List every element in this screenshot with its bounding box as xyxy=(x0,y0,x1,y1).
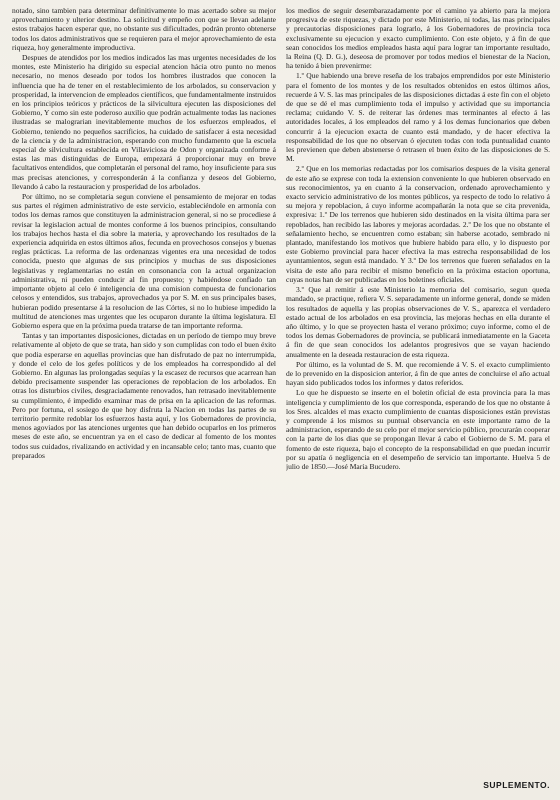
paragraph: Tantas y tan importantes disposiciones, dictadas en un período de tiempo muy breve relativamente al objeto de que se trata, han sido y son cumplidas con todo el buen éxito que podia esperarse en aquellas provincias que han disfrutado de paz no interrumpida, y donde el celo de los gefes políticos y de los empleados ha correspondido al del Gobierno. En algunas las prolongadas sequías y la escasez de recursos que acarrean han debido precisamente suspender las operaciones de repoblacion de los arbolados. En otras los disturbios civiles, desgraciadamente renovados, han retrasado inevitablemente su cumplimiento, é impedido examinar mas de prisa en la aplicacion de las reformas. Pero por fortuna, el sosiego de que hoy disfruta la Nacion en todas las partes de su territorio permite redoblar los esfuerzos hasta aquí, y los Gobernadores de provincia, menos agoviados por las atenciones urgentes que han debido ocuparlos en los primeros meses de este año, se encuentran ya en el caso de dedicar al fomento de los montes todos sus cuidados, rivalizando en actividad y en incansable celo; tanto mas, cuanto que preparados xyxy=(12,331,276,460)
page-footer xyxy=(12,776,550,794)
paragraph: Despues de atendidos por los medios indicados las mas urgentes necesidades de los montes, este Ministerio ha dirigido su especial atencion hácia otro punto no menos necesario, no menos deseado por todos los hombres ilustrados que conocen la influencia que ha de tener en el restablecimiento de los arbolados, su conservacion y prosperidad, la intervencion de empleados científicos, que fundamentalmente instruidos en los principios teóricos y prácticos de la silvicultura ejecuten las disposiciones del Gobierno, Y como sin este poderoso auxilio que podrán actualmente todas las naciones ilustradas se malograrian inevitablemente muchos de los esfuerzos empleados, el Gobierno, teniendo no pequeños sacrificios, ha cuidado de satisfacer á esta necesidad de la ciencia y de la administracion, esperando con mucho fundamento que la escuela especial de silvicultura establecida en Villaviciosa de Odon y organizada conforme á estas las mas distinguidas de Europa, empezará á proporcionar muy en breve facultativos entendidos, que completarán el personal del ramo, hoy insuficiente para sus mas precisas atenciones, y corresponderán á la confianza y deseos del Gobierno, llevando á cabo la restauracion y prosperidad de los arbolados. xyxy=(12,53,276,191)
paragraph: 1.º Que habiendo una breve reseña de los trabajos emprendidos por este Ministerio para el fomento de los montes y de los resultados obtenidos en estos últimos años, recuerde á V. S. las mas principales de las disposiciones dictadas á este fin con el objeto de que se dé el mas cumplimiento toda el impulso y actividad que su importancia reclama; cuidando V. S. de reiterar las órdenes mas terminantes al efecto á las autoridades locales, á los empleados del ramo y á los demas funcionarios que deben concurrir á la ejecucion exacta de cuanto está mandado, y de hacer efectiva la responsabilidad de los que no observan ó ejecuten todas con toda puntualidad cuanto les previenen que deben abstenerse ó retrasen el buen éxito de las disposiciones de S. M. xyxy=(286,71,550,164)
right-column xyxy=(286,6,550,776)
text-columns xyxy=(12,6,550,776)
left-column xyxy=(12,6,276,776)
paragraph: Por último, no se completaria segun conviene el pensamiento de mejorar en todas sus partes el régimen administrativo de este servicio, estableciéndole en armonía con todos los demas ramos que constituyen la administracion general, si no se procediese á revisar la legislacion actual de montes conforme á los buenos principios, consultando los trabajos hechos hasta el dia sobre la materia, y aprovechando los resultados de la experiencia adquirida en estos últimos años, fecunda en provechosos consejos y buenas reglas prácticas. La reforma de las ordenanzas vigentes era una necesidad de todos conocida, puesto que algunas de sus principios y muchas de sus disposiciones legislativas y reglamentarias no están en consonancia con la actual organizacion administrativa, ni pueden conducir al fin propuesto; y habiéndose confiado tan importante objeto al celo é inteligencia de una comision compuesta de funcionarios celosos y entendidos, sus trabajos, aprovechados ya por S. M. en sus principales bases, hubieran podido presentarse á la resolucion de las Córtes, si no lo hubiese impedido la multitud de atenciones mas urgentes que les ocuparon durante la última legislatura. El Gobierno espera que en la próxima pueda tratarse de tan importante reforma. xyxy=(12,192,276,330)
supplement-label: SUPLEMENTO. xyxy=(483,780,550,790)
paragraph: los medios de seguir desembarazadamente por el camino ya abierto para la mejora progresiva de este riquezas, y dictado por este Ministerio, ni todas, las mas principales y precautorias disposiciones para lograrlo, á los Gobernadores de provincia toca exclusivamente su ejecucion y exacto cumplimiento. Con este objeto, y á fin de que sean conocidos los medios empleados hasta aquí para lograr tan importante resultado, la Reina (Q. D. G.), deseosa de promover por todos medios el bienestar de la Nacion, ha tenido á bien prevenirme: xyxy=(286,6,550,71)
paragraph: 3.º Que al remitir á este Ministerio la memoria del comisario, segun queda mandado, se practique, refiera V. S. separadamente un informe general, donde se miden los resultados de aquella y las propias observaciones de V. S., aparezca el verdadero estado actual de los arbolados en esa provincia, las mejoras hechas en ella durante el año último, y lo que se proyecten hasta el verano próximo; cuyo informe, como el de todos los demas Gobernadores de provincia, se publicará inmediatamente en la Gaceta á fin de que sean conocidos los adelantos progresivos que se vayan haciendo anualmente en la deseada restauracion de esta riqueza. xyxy=(286,285,550,359)
paragraph: 2.º Que en los memorias redactadas por los comisarios despues de la visita general de este año se exprese con toda la extension conveniente lo que hubieren observado en sus reconocimientos, ya en cuanto á la conservacion, ordenado aprovechamiento y exacto servicio administrativo de los montes públicos, ya respecto de todo lo relativo á su mejora y repoblacion, á cuyo informe acompañarán la nota que se cita prevenida, expresiva: 1.º De los terrenos que hubieren sido destinados en la visita última para ser repoblados, han recibido las labores y mejoras acordadas. 2.º De los que no obstante el señalamiento hecho, se encuentren como estaban; sin haberse acotado, sembrado ni plantado, manifestando los motivos que hubiere habido para ello, y lo dispuesto por este Gobierno provincial para hacer efectiva la mas estrecha responsabilidad de los ayuntamientos, segun está mandado. Y 3.º De los terrenos que fueren señalados en la visita de este año para recibir el mismo beneficio en la próxima estacion oportuna, cuyas notas han de ser publicadas en los boletines oficiales. xyxy=(286,164,550,284)
paragraph: Lo que he dispuesto se inserte en el boletin oficial de esta provincia para la mas inteligencia y cumplimiento de los que corresponda, esperando de los que no obstante á los Sres. alcaldes el mas exacto cumplimiento de cuantas disposiciones están previstas y comprende á los mismos su puntual observancia en este importante ramo de la administracion, esperando de su celo por el mejor servicio público, procurarán cooperar con la parte de los dias que se propongan llevar á cabo el Gobierno de S. M. para el fomento de este riqueza, bajo el concepto de la responsabilidad en que puedan incurrir por su apatía ó negligencia en el desempeño de servicio tan importante. Huelva 5 de julio de 1850.—José María Bucudero. xyxy=(286,388,550,471)
paragraph: Por último, es la voluntad de S. M. que recomiende á V. S. el exacto cumplimiento de lo prevenido en la disposicion anterior, á fin de que antes de concluirse el año actual hayan sido publicados todos los informes y datos referidos. xyxy=(286,359,550,388)
paragraph: notado, sino tambien para determinar definitivamente lo mas acertado sobre su mejor aprovechamiento y ulterior destino. La solicitud y empeño con que se llevan adelante estos trabajos hacen esperar que, no obstante sus dificultades, podrán pronto obtenerse todos los datos administrativos que se requieren para el mejor aprovechamiento de esta riqueza, hoy generalmente improductiva. xyxy=(12,6,276,52)
